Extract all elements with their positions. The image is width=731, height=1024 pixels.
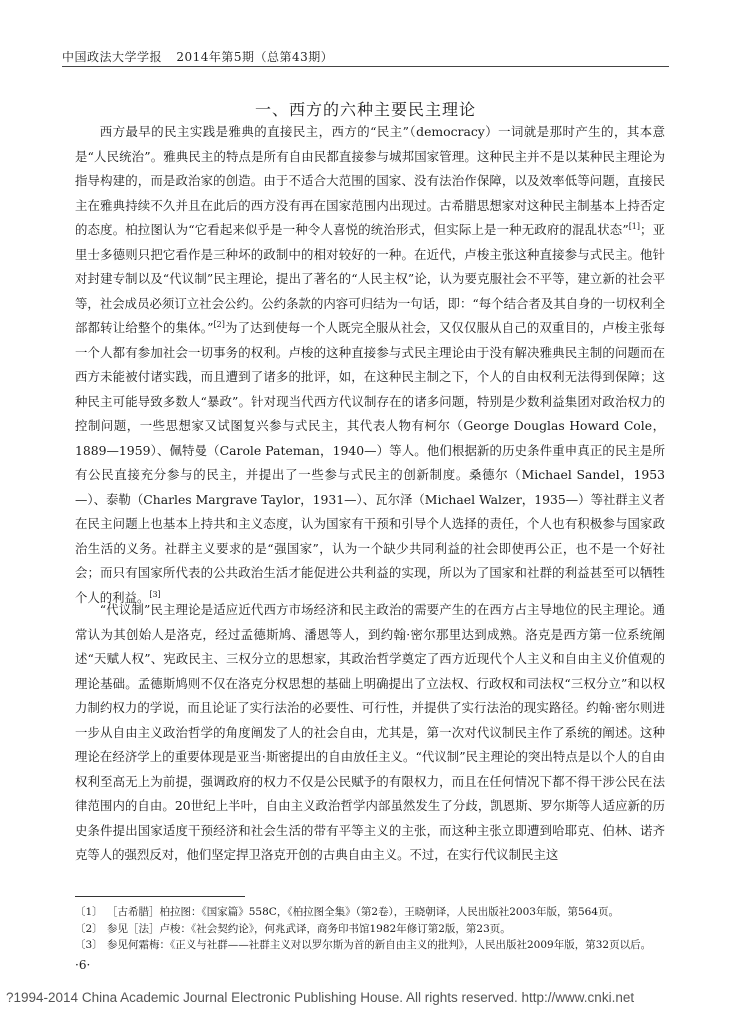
paragraph-1-part-1: 西方最早的民主实践是雅典的直接民主，西方的“民主”（democracy）一词就是那时产生的，其本意是“人民统治”。雅典民主的特点是所有自由民都直接参与城邦国家管理。这种民主并不是以某种民主理论为指导构建的，而是政治家的创造。由于不适合大范围的国家、没有法治作保障，以及效率低等问题，直接民主在雅典持续不久并且在此后的西方没有再在国家范围内出现过。古希腊思想家对这种民主制基本上持否定的态度。柏拉图认为“它看起来似乎是一种令人喜悦的统治形式，但实际上是一种无政府的混乱状态” xyxy=(75,124,665,237)
section-title: 一、西方的六种主要民主理论 xyxy=(254,99,476,119)
footnote-2-text: 参见［法］卢梭：《社会契约论》，何兆武译，商务印书馆1982年修订第2版，第23页。 xyxy=(107,922,511,935)
footnote-1-mark: 〔1〕 xyxy=(75,906,103,918)
footnote-2 xyxy=(75,921,675,938)
paragraph-2-text: “代议制”民主理论是适应近代西方市场经济和民主政治的需要产生的在西方占主导地位的民主理论。通常认为其创始人是洛克，经过孟德斯鸠、潘恩等人，到约翰·密尔那里达到成熟。洛克是西方第一位系统阐述“天赋人权”、宪政民主、三权分立的思想家，其政治哲学奠定了西方近现代个人主义和自由主义价值观的理论基础。孟德斯鸠则不仅在洛克分权思想的基础上明确提出了立法权、行政权和司法权“三权分立”和以权力制约权力的学说，而且论证了实行法治的必要性、可行性，并提供了实行法治的现实路径。约翰·密尔则进一步从自由主义政治哲学的角度阐发了人的社会自由，尤其是，第一次对代议制民主作了系统的阐述。这种理论在经济学上的重要体现是亚当·斯密提出的自由放任主义。“代议制”民主理论的突出特点是以个人的自由权利至高无上为前提，强调政府的权力不仅是公民赋予的有限权力，而且在任何情况下都不得干涉公民在法律范围内的自由。20世纪上半叶，自由主义政治哲学内部虽然发生了分歧，凯恩斯、罗尔斯等人适应新的历史条件提出国家适度干预经济和社会生活的带有平等主义的主张，而这种主张立即遭到哈耶克、伯林、诺齐克等人的强烈反对，他们坚定捍卫洛克开创的古典自由主义。不过，在实行代议制民主这 xyxy=(75,602,665,862)
footnote-rule xyxy=(75,896,245,897)
footnotes xyxy=(75,904,675,954)
page-number: ·6· xyxy=(75,958,91,972)
paragraph-1-part-2: ；亚里士多德则只把它看作是三种坏的政制中的相对较好的一种。在近代，卢梭主张这种直接参与式民主。他针对封建专制以及“代议制”民主理论，提出了著名的“人民主权”论，认为要克服社会不平等，建立新的社会平等，社会成员必须订立社会公约。公约条款的内容可归结为一句话，即：“每个结合者及其自身的一切权利全部都转让给整个的集体。” xyxy=(75,222,665,335)
header-rule xyxy=(62,66,669,67)
journal-name: 中国政法大学学报 xyxy=(62,50,163,64)
citation-1[interactable]: [1] xyxy=(628,222,641,231)
footnote-1-text: ［古希腊］柏拉图：《国家篇》558C，《柏拉图全集》（第2卷），王晓朝译，人民出版社2003年版，第564页。 xyxy=(107,906,620,918)
paragraph-1 xyxy=(75,120,665,610)
citation-3[interactable]: [3] xyxy=(149,589,161,599)
footnote-3-text: 参见何霜梅：《正义与社群——社群主义对以罗尔斯为首的新自由主义的批判》，人民出版社2009年版，第32页以后。 xyxy=(107,939,652,951)
citation-2[interactable]: [2] xyxy=(213,320,225,329)
issue-info: 2014年第5期（总第43期） xyxy=(176,50,334,64)
running-header xyxy=(62,48,343,65)
paragraph-1-part-3: 为了达到使每一个人既完全服从社会，又仅仅服从自己的双重目的，卢梭主张每一个人都有参加社会一切事务的权利。卢梭的这种直接参与式民主理论由于没有解决雅典民主制的问题而在西方未能被付诸实践，而且遭到了诸多的批评，如，在这种民主制之下，个人的自由权利无法得到保障；这种民主可能导致多数人“暴政”。针对现当代西方代议制存在的诸多问题，特别是少数利益集团对政治权力的控制问题，一些思想家又试图复兴参与式民主，其代表人物有柯尔（George Douglas Howard Cole，1889—1959）、佩特曼（Carole Pateman，1940—）等人。他们根据新的历史条件重申真正的民主是所有公民直接充分参与的民主，并提出了一些参与式民主的创新制度。桑德尔（Michael Sandel，1953—）、泰勒（Charles Margrave Taylor，1931—）、瓦尔泽（Michael Walzer，1935—）等社群主义者在民主问题上也基本上持共和主义态度，认为国家有干预和引导个人选择的责任，个人也有积极参与国家政治生活的义务。社群主义要求的是“强国家”，认为一个缺少共同利益的社会即使再公正，也不是一个好社会；而只有国家所代表的公共政治生活才能促进公共利益的实现，所以为了国家和社群的利益甚至可以牺牲个人的利益。 xyxy=(75,320,666,605)
footnote-2-mark: 〔2〕 xyxy=(75,922,103,935)
footnote-3-mark: 〔3〕 xyxy=(75,939,103,951)
copyright-notice: ?1994-2014 China Academic Journal Electronic Publishing House. All rights reserved. http://www.cnki.net xyxy=(6,990,635,1005)
footnote-1 xyxy=(75,904,675,921)
footnote-3 xyxy=(75,937,675,954)
paragraph-2 xyxy=(75,598,665,868)
